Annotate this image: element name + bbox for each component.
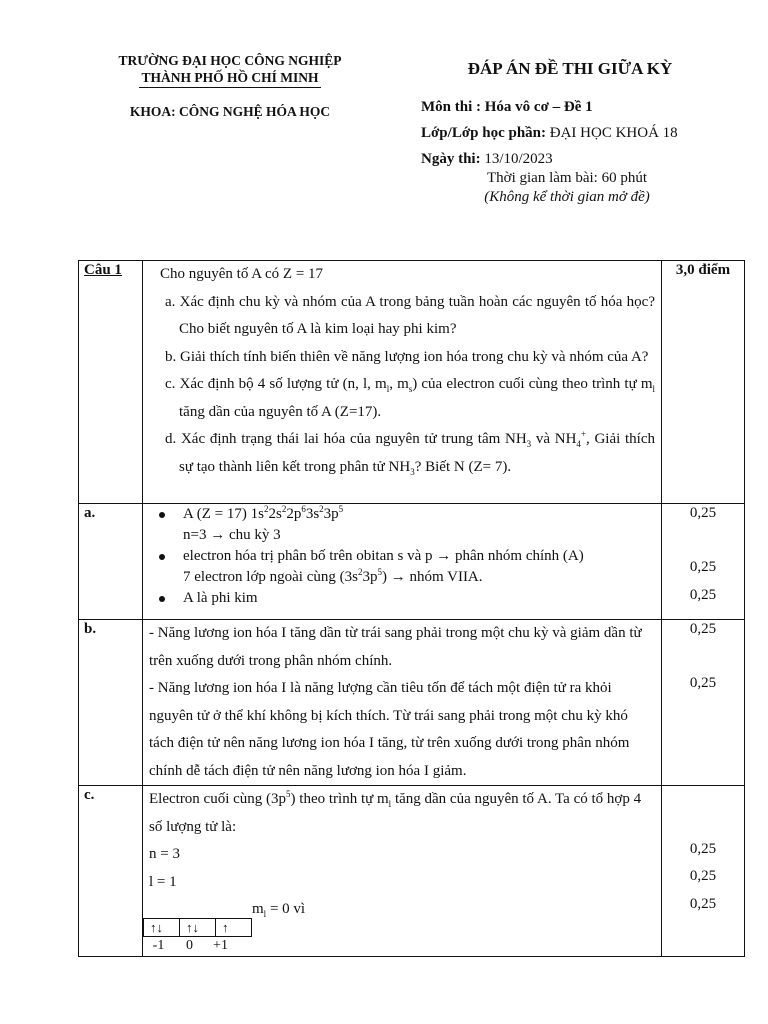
question-part-a: a. Xác định chu kỳ và nhóm của A trong bảng tuần hoàn các nguyên tố hóa học? Cho biết nguyên tố A là kim loại hay phi kim?: [165, 293, 655, 337]
question-part-c: c. Xác định bộ 4 số lượng tử (n, l, $m_l$, $m_s$) của electron cuối cùng theo trình tự $m_l$ tăng dần của nguyên tố A (Z=17).: [165, 376, 656, 420]
answer-c-scores: [662, 786, 745, 957]
answer-b-content: [143, 620, 662, 786]
answer-a-nonmetal: A là phi kim: [183, 588, 655, 609]
question-part-d: d. Xác định trạng thái lai hóa của nguyên tử trung tâm $NH_3$ và $NH_4^+$, Giải thích sự tạo thành liên kết trong phân tử $NH_3$? Biết N (Z= 7).: [165, 429, 655, 477]
score: 0,25: [689, 896, 717, 912]
answer-b-row: [79, 620, 745, 786]
answer-c-ml: $m_l = 0$ vì: [252, 901, 306, 919]
faculty-name: KHOA: CÔNG NGHỆ HÓA HỌC: [129, 104, 331, 119]
answer-c-row: [79, 786, 745, 957]
answer-a-scores: [662, 504, 745, 620]
question-points: 3,0 điểm: [662, 261, 745, 504]
answer-b-label: b.: [79, 620, 143, 786]
date-label: Ngày thi:: [421, 151, 481, 167]
question-text: [143, 261, 662, 504]
school-line-1: TRƯỜNG ĐẠI HỌC CÔNG NGHIỆP: [118, 53, 342, 68]
answer-c-paragraph: Electron cuối cùng $(3p^5)$ theo trình tự $m_l$ tăng dần của nguyên tố A. Ta có tổ hợp 4 số lượng tử là:: [149, 789, 642, 835]
duration-text: Thời gian làm bài: 60 phút: [487, 170, 647, 186]
score: 0,25: [689, 621, 717, 637]
score: 0,25: [689, 868, 717, 884]
orbital-box: ↑↓: [180, 918, 216, 936]
answer-b-paragraph-1: - Năng lương ion hóa I tăng dần từ trái sang phải trong một chu kỳ và giảm dần từ trên xuống dưới trong phân nhóm chính.: [149, 625, 642, 669]
bullet-icon: [159, 512, 165, 518]
answer-table: [78, 260, 745, 957]
ml-values: [143, 937, 655, 954]
answer-a-label: a.: [79, 504, 143, 620]
duration-note: (Không kể thời gian mở đề): [484, 189, 650, 205]
answer-a-content: [143, 504, 662, 620]
answer-c-label: c.: [79, 786, 143, 957]
score: 0,25: [689, 587, 717, 603]
answer-a-config: A (Z = 17) $1s^22s^22p^63s^23p^5$ n=3 → chu kỳ 3: [183, 504, 655, 546]
exam-duration: [420, 169, 714, 207]
score: 0,25: [689, 841, 717, 857]
question-label: Câu 1: [84, 262, 122, 278]
score: 0,25: [689, 675, 717, 691]
orbital-box: ↑: [216, 918, 252, 936]
ml-value: -1: [152, 937, 165, 953]
bullet-icon: [159, 554, 165, 560]
answer-b-scores: [662, 620, 745, 786]
score: 0,25: [689, 559, 717, 575]
school-name: [80, 52, 380, 88]
question-part-b: b. Giải thích tính biến thiên về năng lượng ion hóa trong chu kỳ và nhóm của A?: [165, 348, 649, 365]
date-value: 13/10/2023: [480, 151, 553, 167]
answer-a-period: n=3 → chu kỳ 3: [183, 527, 281, 543]
answer-c-n: n = 3: [149, 846, 180, 862]
ml-value: +1: [213, 937, 228, 953]
orbital-box: ↑↓: [144, 918, 180, 936]
answer-a-group: electron hóa trị phân bố trên obitan s và p → phân nhóm chính (A) 7 electron lớp ngoài cùng $(3s^23p^5)$ → nhóm VIIA.: [183, 546, 655, 588]
ml-value: 0: [186, 937, 193, 953]
answer-c-content: [143, 786, 662, 957]
question-row: [79, 261, 745, 504]
subject-label: Môn thi : Hóa vô cơ – Đề 1: [421, 99, 593, 115]
bullet-icon: [159, 596, 165, 602]
school-line-2: THÀNH PHỐ HỒ CHÍ MINH: [139, 69, 320, 88]
answer-a-row: [79, 504, 745, 620]
score: 0,25: [689, 505, 717, 521]
document-title: ĐÁP ÁN ĐỀ THI GIỮA KỲ: [467, 59, 673, 78]
answer-b-paragraph-2: - Năng lương ion hóa I là năng lượng cần tiêu tốn để tách một điện tử ra khỏi nguyên tử ở thể khí không bị kích thích. Từ trái sang phải trong một chu kỳ khó tách điện tử nên năng lương ion hóa I tăng, từ trên xuống dưới trong phân nhóm chính dễ tách điện tử nên năng lương ion hóa I giảm.: [149, 680, 630, 779]
class-value: ĐẠI HỌC KHOÁ 18: [546, 125, 678, 141]
exam-info: [421, 94, 678, 172]
class-label: Lớp/Lớp học phần:: [421, 125, 546, 141]
answer-c-l: l = 1: [149, 873, 177, 890]
orbital-diagram: [143, 918, 252, 937]
question-intro: Cho nguyên tố A có Z = 17: [160, 266, 324, 282]
